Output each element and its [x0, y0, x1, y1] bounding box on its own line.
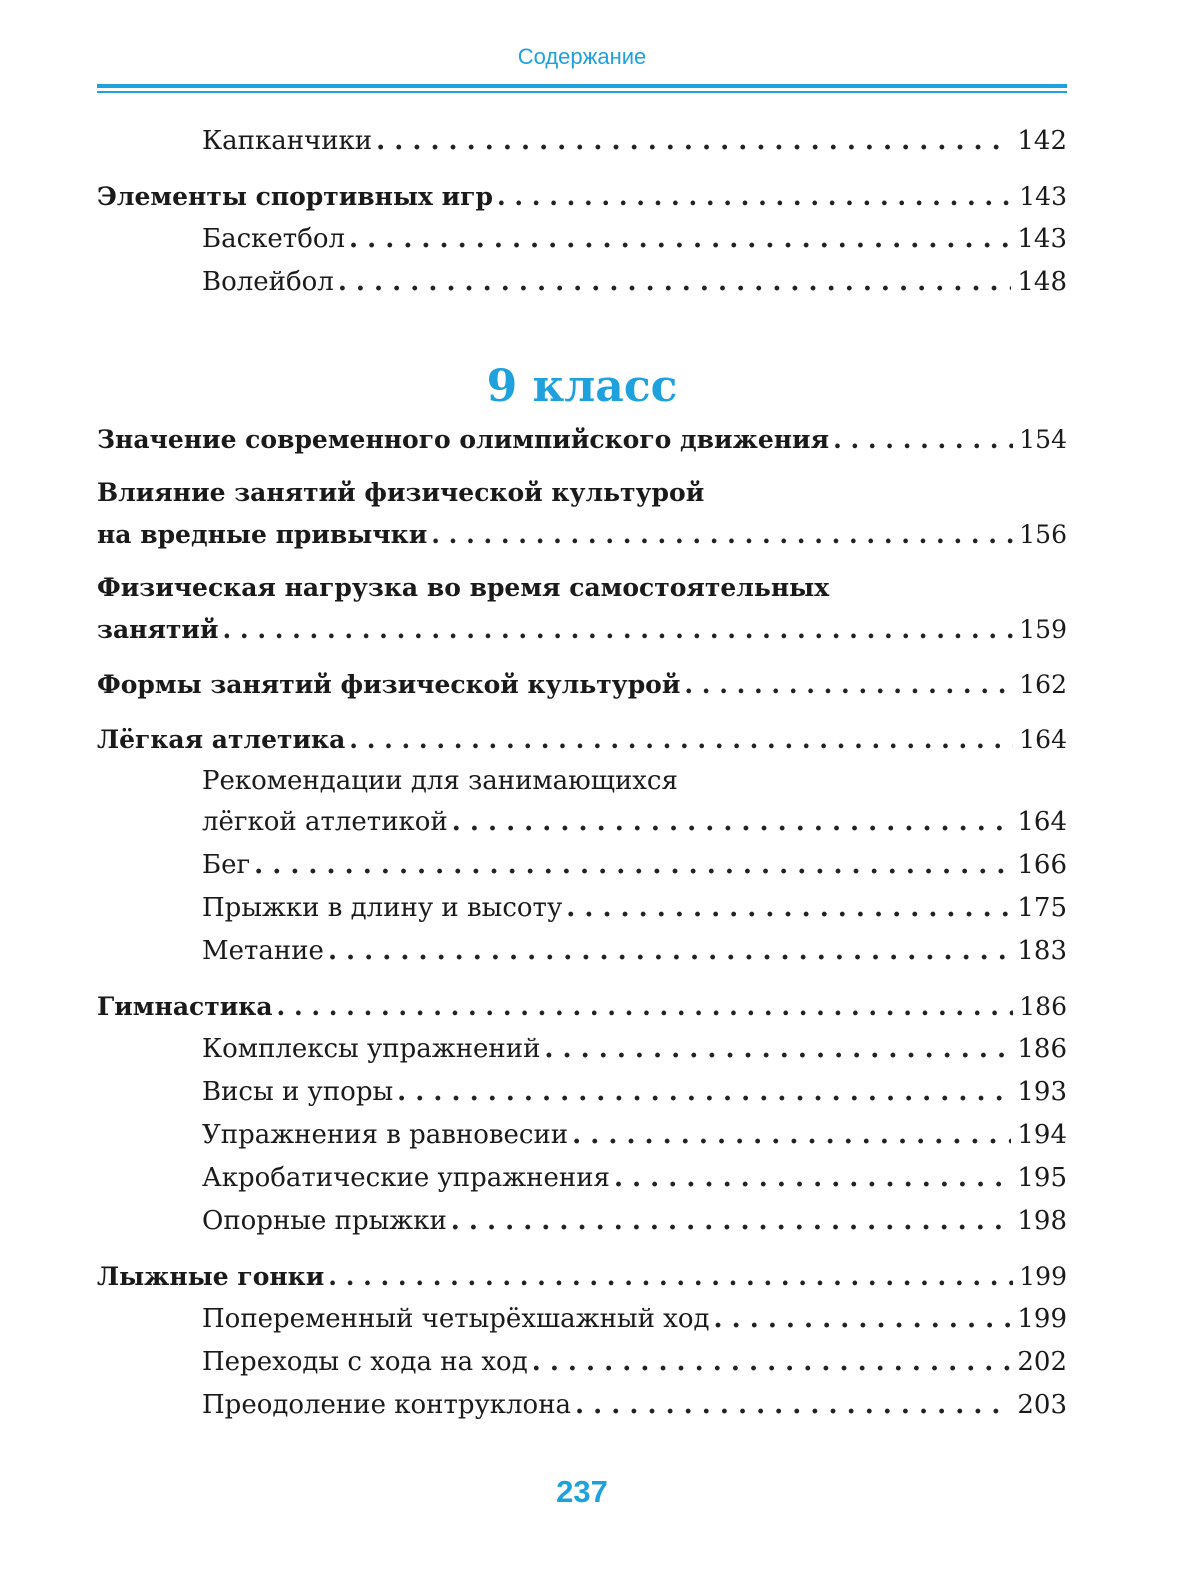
toc-entry-subsection[interactable]	[97, 1071, 1067, 1114]
toc-gap	[97, 163, 1067, 175]
toc-entry-title: Комплексы упражнений	[202, 1034, 541, 1064]
toc-entry-subsection[interactable]	[97, 930, 1067, 973]
dot-leader	[497, 175, 1013, 218]
toc-entry-subsection[interactable]	[97, 120, 1067, 163]
toc-entry-subsection[interactable]	[97, 1157, 1067, 1200]
dot-leader	[684, 663, 1013, 706]
toc-entry-title-line1: Рекомендации для занимающихся	[202, 766, 678, 796]
toc-entry-chapter[interactable]	[97, 175, 1067, 218]
toc-entry-page: 193	[1017, 1077, 1067, 1107]
toc-entry-page: 199	[1019, 1262, 1067, 1291]
toc-entry-chapter[interactable]	[97, 568, 1067, 651]
dot-leader	[833, 418, 1013, 461]
toc-entry-title: Формы занятий физической культурой	[97, 670, 681, 699]
toc-gap	[97, 651, 1067, 663]
toc-entry-title: Висы и упоры	[202, 1077, 394, 1107]
toc-entry-title: Опорные прыжки	[202, 1206, 447, 1236]
dot-leader	[452, 801, 1012, 844]
dot-leader	[451, 1200, 1012, 1243]
toc-entry-title: Баскетбол	[202, 224, 346, 254]
toc-entry-page: 148	[1017, 267, 1067, 297]
dot-leader	[572, 1114, 1011, 1157]
toc-entry-title: Переходы с хода на ход	[202, 1347, 528, 1377]
section-title: 9 класс	[486, 361, 678, 412]
toc-entry-page: 199	[1017, 1304, 1067, 1334]
toc-entry-title: Метание	[202, 936, 324, 966]
toc-entry-title: Прыжки в длину и высоту	[202, 893, 563, 923]
dot-leader	[349, 218, 1011, 261]
toc-entry-page: 162	[1019, 670, 1067, 699]
dot-leader	[544, 1028, 1011, 1071]
toc-entry-title: занятий	[97, 615, 219, 644]
toc-gap	[97, 973, 1067, 985]
toc-entry-title: Лыжные гонки	[97, 1262, 325, 1291]
toc-entry-title: Капканчики	[202, 126, 373, 156]
toc-entry-page: 194	[1017, 1120, 1067, 1150]
page-number: 237	[556, 1474, 608, 1509]
toc-entry-page: 202	[1017, 1347, 1067, 1377]
toc-entry-page: 156	[1019, 520, 1067, 549]
toc-entry-title: на вредные привычки	[97, 520, 428, 549]
toc-entry-title: Попеременный четырёхшажный ход	[202, 1304, 710, 1334]
toc-entry-chapter[interactable]	[97, 985, 1067, 1028]
toc-entry-page: 198	[1017, 1206, 1067, 1236]
toc-entry-subsection[interactable]	[97, 1114, 1067, 1157]
toc-entry-page: 154	[1019, 425, 1067, 454]
toc-entry-chapter[interactable]	[97, 663, 1067, 706]
toc-entry-title: Бег	[202, 850, 251, 880]
dot-leader	[566, 887, 1011, 930]
toc-entry-subsection[interactable]	[97, 218, 1067, 261]
toc-entry-title: Элементы спортивных игр	[97, 182, 493, 211]
dot-leader	[349, 718, 1013, 761]
dot-leader	[328, 930, 1011, 973]
toc-entry-chapter[interactable]	[97, 1255, 1067, 1298]
toc-entry-chapter[interactable]	[97, 718, 1067, 761]
dot-leader	[575, 1384, 1011, 1427]
toc-gap	[97, 556, 1067, 568]
dot-leader	[714, 1298, 1012, 1341]
header-rule-thin	[97, 91, 1067, 93]
toc-entry-page: 183	[1017, 936, 1067, 966]
toc-entry-page: 143	[1017, 224, 1067, 254]
toc-entry-subsection[interactable]	[97, 1341, 1067, 1384]
toc-entry-page: 164	[1017, 807, 1067, 837]
toc-entry-page: 166	[1017, 850, 1067, 880]
dot-leader	[431, 513, 1013, 556]
dot-leader	[277, 985, 1014, 1028]
toc-entry-title: Упражнения в равновесии	[202, 1120, 569, 1150]
dot-leader	[614, 1157, 1011, 1200]
toc-entry-title: Значение современного олимпийского движения	[97, 425, 830, 454]
toc-entry-page: 195	[1017, 1163, 1067, 1193]
dot-leader	[338, 261, 1012, 304]
toc-entry-title-line1: Физическая нагрузка во время самостоятельных	[97, 573, 830, 602]
running-header: Содержание	[517, 44, 647, 69]
toc-entry-page: 143	[1019, 182, 1067, 211]
toc-entry-title: Акробатические упражнения	[202, 1163, 610, 1193]
dot-leader	[223, 608, 1014, 651]
toc-entry-subsection[interactable]	[97, 761, 1067, 844]
dot-leader	[376, 120, 1011, 163]
toc-top-group	[97, 120, 1067, 304]
toc-entry-subsection[interactable]	[97, 887, 1067, 930]
dot-leader	[397, 1071, 1011, 1114]
toc-entry-subsection[interactable]	[97, 1200, 1067, 1243]
dot-leader	[254, 844, 1011, 887]
toc-entry-subsection[interactable]	[97, 1298, 1067, 1341]
toc-entry-page: 175	[1017, 893, 1067, 923]
toc-gap	[97, 1243, 1067, 1255]
dot-leader	[532, 1341, 1012, 1384]
toc-entry-subsection[interactable]	[97, 1384, 1067, 1427]
toc-entry-title: Гимнастика	[97, 992, 273, 1021]
toc-entry-page: 186	[1019, 992, 1067, 1021]
toc-gap	[97, 706, 1067, 718]
toc-entry-chapter[interactable]	[97, 418, 1067, 461]
toc-entry-page: 203	[1017, 1390, 1067, 1420]
toc-gap	[97, 461, 1067, 473]
toc-entry-title: Лёгкая атлетика	[97, 725, 346, 754]
dot-leader	[328, 1255, 1013, 1298]
toc-entry-subsection[interactable]	[97, 1028, 1067, 1071]
toc-entry-chapter[interactable]	[97, 473, 1067, 556]
toc-main-group	[97, 418, 1067, 1427]
toc-entry-page: 159	[1019, 615, 1067, 644]
toc-entry-title: Волейбол	[202, 267, 334, 297]
toc-entry-page: 186	[1017, 1034, 1067, 1064]
toc-entry-page: 164	[1019, 725, 1067, 754]
toc-entry-subsection[interactable]	[97, 844, 1067, 887]
toc-entry-page: 142	[1017, 126, 1067, 156]
toc-entry-title: лёгкой атлетикой	[202, 807, 448, 837]
toc-entry-title: Преодоление контруклона	[202, 1390, 572, 1420]
table-of-contents	[97, 120, 1067, 1427]
toc-entry-title-line1: Влияние занятий физической культурой	[97, 478, 705, 507]
toc-entry-subsection[interactable]	[97, 261, 1067, 304]
header-rule-thick	[97, 84, 1067, 88]
